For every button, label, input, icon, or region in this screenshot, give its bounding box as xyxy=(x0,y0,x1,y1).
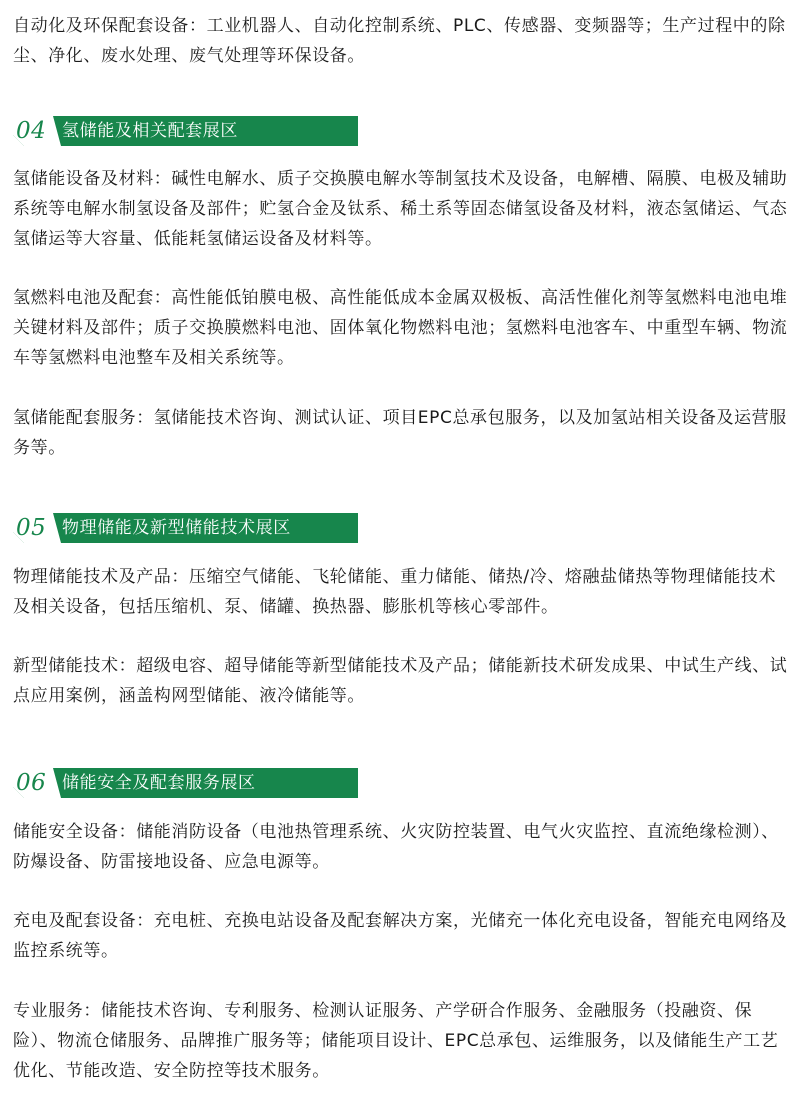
section-06-paragraph-3: 专业服务：储能技术咨询、专利服务、检测认证服务、产学研合作服务、金融服务（投融资、保险）、物流仓储服务、品牌推广服务等；储能项目设计、EPC总承包、运维服务，以及储能生产工艺优化、节能改造、安全防控等技术服务。 xyxy=(13,1001,779,1081)
section-title: 储能安全及配套服务展区 xyxy=(62,773,256,793)
section-number: 06 xyxy=(16,770,47,796)
section-number: 05 xyxy=(16,515,47,541)
section-05-paragraph-1: 物理储能技术及产品：压缩空气储能、飞轮储能、重力储能、储热/冷、熔融盐储热等物理储能技术及相关设备，包括压缩机、泵、储罐、换热器、膨胀机等核心零部件。 xyxy=(13,567,777,617)
section-06-paragraph-2: 充电及配套设备：充电桩、充换电站设备及配套解决方案，光储充一体化充电设备，智能充电网络及监控系统等。 xyxy=(13,911,788,961)
section-05-paragraph-2: 新型储能技术：超级电容、超导储能等新型储能技术及产品；储能新技术研发成果、中试生产线、试点应用案例，涵盖构网型储能、液冷储能等。 xyxy=(13,656,788,706)
intro-paragraph: 自动化及环保配套设备：工业机器人、自动化控制系统、PLC、传感器、变频器等；生产过程中的除尘、净化、废水处理、废气处理等环保设备。 xyxy=(13,16,786,66)
section-04-paragraph-3: 氢储能配套服务：氢储能技术咨询、测试认证、项目EPC总承包服务，以及加氢站相关设备及运营服务等。 xyxy=(13,408,787,458)
section-04-paragraph-1: 氢储能设备及材料：碱性电解水、质子交换膜电解水等制氢技术及设备，电解槽、隔膜、电极及辅助系统等电解水制氢设备及部件；贮氢合金及钛系、稀土系等固态储氢设备及材料，液态氢储运、气态氢储运等大容量、低能耗氢储运设备及材料等。 xyxy=(13,169,788,249)
section-title: 物理储能及新型储能技术展区 xyxy=(62,518,291,538)
section-06-paragraph-1: 储能安全设备：储能消防设备（电池热管理系统、火灾防控装置、电气火灾监控、直流绝缘检测）、防爆设备、防雷接地设备、应急电源等。 xyxy=(13,822,779,872)
section-number: 04 xyxy=(16,118,47,144)
section-title: 氢储能及相关配套展区 xyxy=(62,121,238,141)
section-04-paragraph-2: 氢燃料电池及配套：高性能低铂膜电极、高性能低成本金属双极板、高活性催化剂等氢燃料电池电堆关键材料及部件；质子交换膜燃料电池、固体氧化物燃料电池；氢燃料电池客车、中重型车辆、物流车等氢燃料电池整车及相关系统等。 xyxy=(13,288,788,368)
